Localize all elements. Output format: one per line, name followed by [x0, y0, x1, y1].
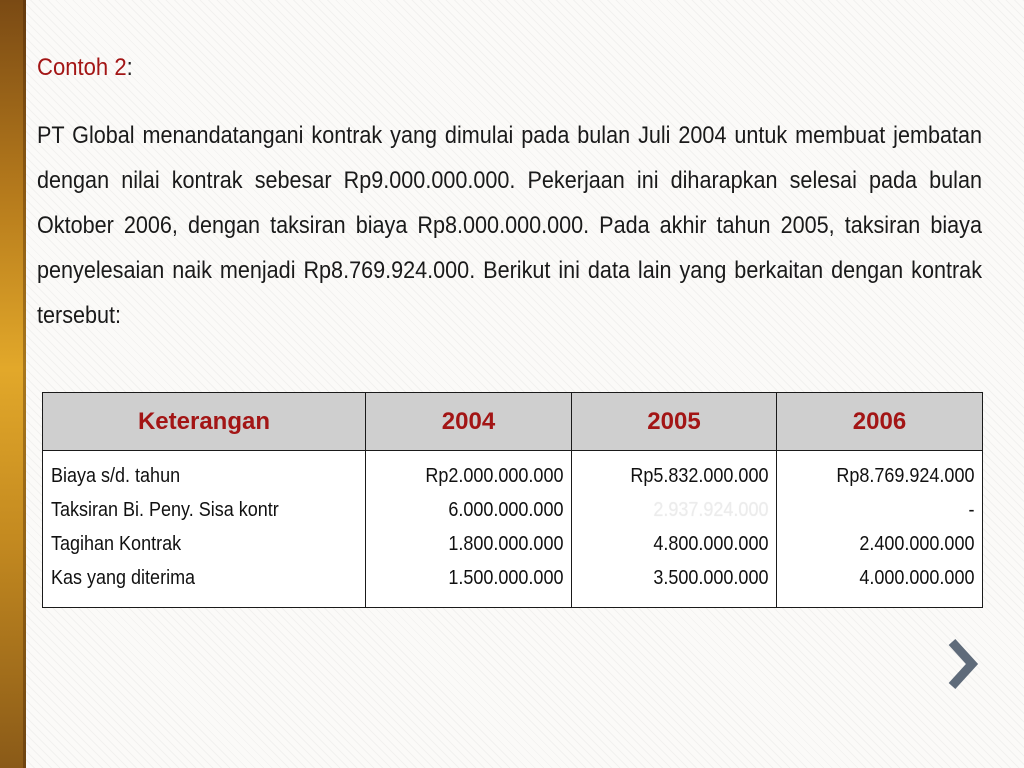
contract-data-table	[42, 392, 983, 608]
value-cell: Rp8.769.924.000	[835, 465, 974, 487]
value-cell: 1.800.000.000	[447, 533, 563, 555]
label-cell: Kas yang diterima	[51, 567, 196, 589]
header-2005: 2005	[572, 393, 777, 451]
header-2004: 2004	[366, 393, 572, 451]
slide-paragraph: PT Global menandatangani kontrak yang dimulai pada bulan Juli 2004 untuk membuat jembatan dengan nilai kontrak sebesar Rp9.000.000.000. Pekerjaan ini diharapkan selesai pada bulan Oktober 2006, dengan taksiran biaya Rp8.000.000.000. Pada akhir tahun 2005, taksiran biaya penyelesaian naik menjadi Rp8.769.924.000. Berikut ini data lain yang berkaitan dengan kontrak tersebut:	[37, 122, 982, 329]
table-header-row	[43, 393, 983, 451]
decorative-side-bar	[0, 0, 26, 768]
column-2004	[366, 451, 572, 608]
value-cell: 6.000.000.000	[447, 499, 563, 521]
slide-heading	[37, 54, 133, 82]
chevron-right-icon	[940, 636, 984, 692]
value-cell: 3.500.000.000	[652, 567, 768, 589]
column-2006	[777, 451, 983, 608]
label-cell: Taksiran Bi. Peny. Sisa kontr	[51, 499, 279, 521]
value-cell: 1.500.000.000	[447, 567, 563, 589]
value-cell-faint: 2.937.924.000	[652, 499, 768, 521]
heading-colon: :	[126, 54, 133, 81]
value-cell: -	[967, 499, 974, 521]
label-cell: Biaya s/d. tahun	[51, 465, 181, 487]
value-cell: Rp5.832.000.000	[629, 465, 768, 487]
header-keterangan: Keterangan	[43, 393, 366, 451]
label-cell: Tagihan Kontrak	[51, 533, 182, 555]
value-cell: 2.400.000.000	[858, 533, 974, 555]
value-cell: 4.800.000.000	[652, 533, 768, 555]
next-slide-button[interactable]	[940, 636, 984, 692]
header-2006: 2006	[777, 393, 983, 451]
column-2005	[572, 451, 777, 608]
heading-text: Contoh 2	[37, 54, 127, 81]
value-cell: 4.000.000.000	[858, 567, 974, 589]
value-cell: Rp2.000.000.000	[424, 465, 563, 487]
table-row	[43, 451, 983, 608]
label-column	[43, 451, 366, 608]
